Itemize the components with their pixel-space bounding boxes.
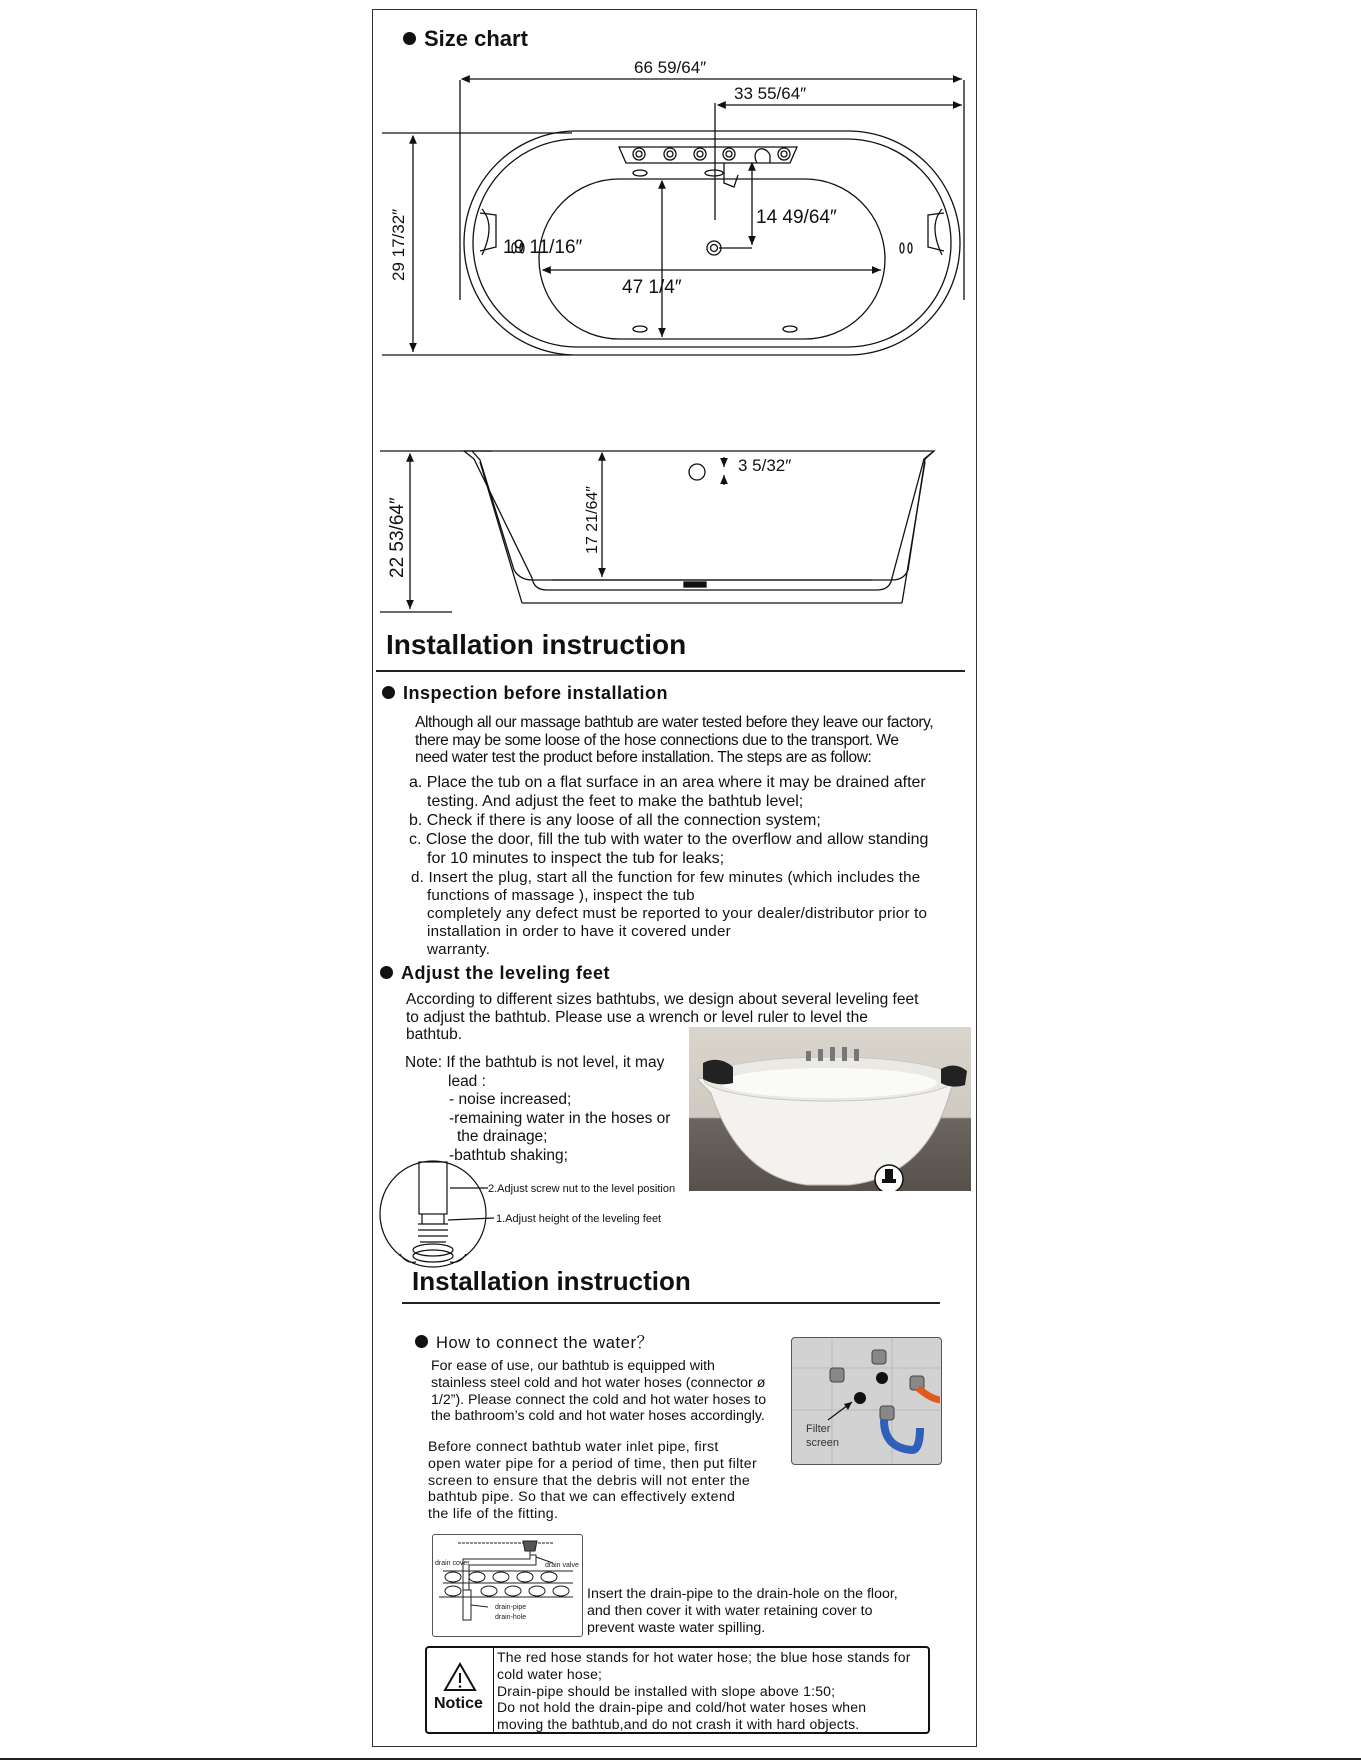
notice-box <box>425 1646 930 1734</box>
step-b: b. Check if there is any loose of all the connection system; <box>409 812 821 829</box>
warning-icon <box>427 1648 493 1698</box>
leveling-heading: Adjust the leveling feet <box>380 963 610 984</box>
heading-rule-2 <box>402 1302 940 1304</box>
drain-diagram <box>432 1534 583 1637</box>
installation-heading-2: Installation instruction <box>412 1266 691 1296</box>
water-para-2: Before connect bathtub water inlet pipe, first open water pipe for a period of time, then put filter screen to ensure that the debris will not enter the bathtub pipe. So that we can effectively extend the life of the fitting. <box>428 1439 757 1523</box>
filter-label-2: screen <box>806 1437 840 1449</box>
notice-text: The red hose stands for hot water hose; the blue hose stands for cold water hose; Drain-pipe should be installed with slope above 1:50; Do not hold the drain-pipe and cold/hot water hoses when moving the bathtub,and do not crash it with hard objects. <box>497 1649 911 1733</box>
bathtub-photo <box>689 1027 971 1191</box>
leveling-foot-detail <box>378 1158 698 1270</box>
dim-inner-depth: 17 21/64″ <box>584 486 601 554</box>
dim-width: 29 17/32″ <box>389 208 408 281</box>
installation-heading: Installation instruction <box>386 629 687 660</box>
inspection-heading: Inspection before installation <box>382 683 668 704</box>
drain-text: Insert the drain-pipe to the drain-hole on the floor, and then cover it with water retaining cover to prevent waste water spilling. <box>587 1586 898 1636</box>
leveling-note: Note: If the bathtub is not level, it may lead : - noise increased; -remaining water in the hoses or the drainage; -bathtub shaking; <box>405 1054 671 1164</box>
callout-foot-height: 1.Adjust height of the leveling feet <box>496 1213 662 1225</box>
dim-half-length: 33 55/64″ <box>734 84 807 103</box>
bullet-icon <box>380 966 393 979</box>
dim-overflow-offset: 3 5/32″ <box>738 456 792 475</box>
notice-label: Notice <box>434 1695 483 1712</box>
water-heading: How to connect the water？ <box>415 1329 654 1353</box>
inspection-intro: Although all our massage bathtub are water tested before they leave our factory, there may be some loose of the hose connections due to the transport. We need water test the product before installation. The steps are as follow: <box>415 714 934 766</box>
size-chart-drawing <box>372 55 977 625</box>
step-c: c. Close the door, fill the tub with water to the overflow and allow standing for 10 minutes to inspect the tub for leaks; <box>409 831 929 867</box>
callout-screw-nut: 2.Adjust screw nut to the level position <box>488 1183 676 1195</box>
notice-label-cell <box>427 1648 494 1732</box>
drain-diagram-drawing <box>433 1535 581 1635</box>
leveling-text: According to different sizes bathtubs, we design about several leveling feet to adjust the bathtub. Please use a wrench or level ruler to level the bathtub. <box>406 991 919 1043</box>
water-para-1: For ease of use, our bathtub is equipped with stainless steel cold and hot water hoses (connector ø 1/2”). Please connect the cold and hot water hoses to the bathroom’s cold and hot water hoses accordingly. <box>431 1358 767 1425</box>
bullet-icon <box>403 32 416 45</box>
dim-height: 22 53/64″ <box>387 497 408 578</box>
heading-rule <box>376 670 965 672</box>
label-drain-hole: drain-hole <box>495 1614 527 1621</box>
size-chart-heading: Size chart <box>403 26 528 52</box>
dim-drain-offset: 14 49/64″ <box>756 207 837 228</box>
filter-screen-illustration <box>791 1337 942 1465</box>
label-drain-valve: drain valve <box>545 1562 579 1569</box>
dim-inner-width: 19 11/16″ <box>503 237 583 258</box>
bullet-icon <box>415 1335 428 1348</box>
label-drain-cover: drain cover <box>435 1560 470 1567</box>
dim-inner-length: 47 1/4″ <box>622 277 682 298</box>
page-bottom-rule <box>0 1758 1361 1760</box>
step-d: d. Insert the plug, start all the function for few minutes (which includes the functions of massage ), inspect the tub completely any defect must be reported to your dealer/distributor prior to installation in order to have it covered under warranty. <box>411 869 928 958</box>
filter-screen-drawing <box>792 1338 940 1463</box>
dim-overall-length: 66 59/64″ <box>634 58 707 77</box>
bathtub-photo-drawing <box>689 1027 971 1191</box>
label-drain-pipe: drain-pipe <box>495 1604 527 1611</box>
step-a: a. Place the tub on a flat surface in an area where it may be drained after testing. And adjust the feet to make the bathtub level; <box>409 774 926 810</box>
filter-label-1: Filter <box>806 1423 831 1435</box>
bullet-icon <box>382 686 395 699</box>
